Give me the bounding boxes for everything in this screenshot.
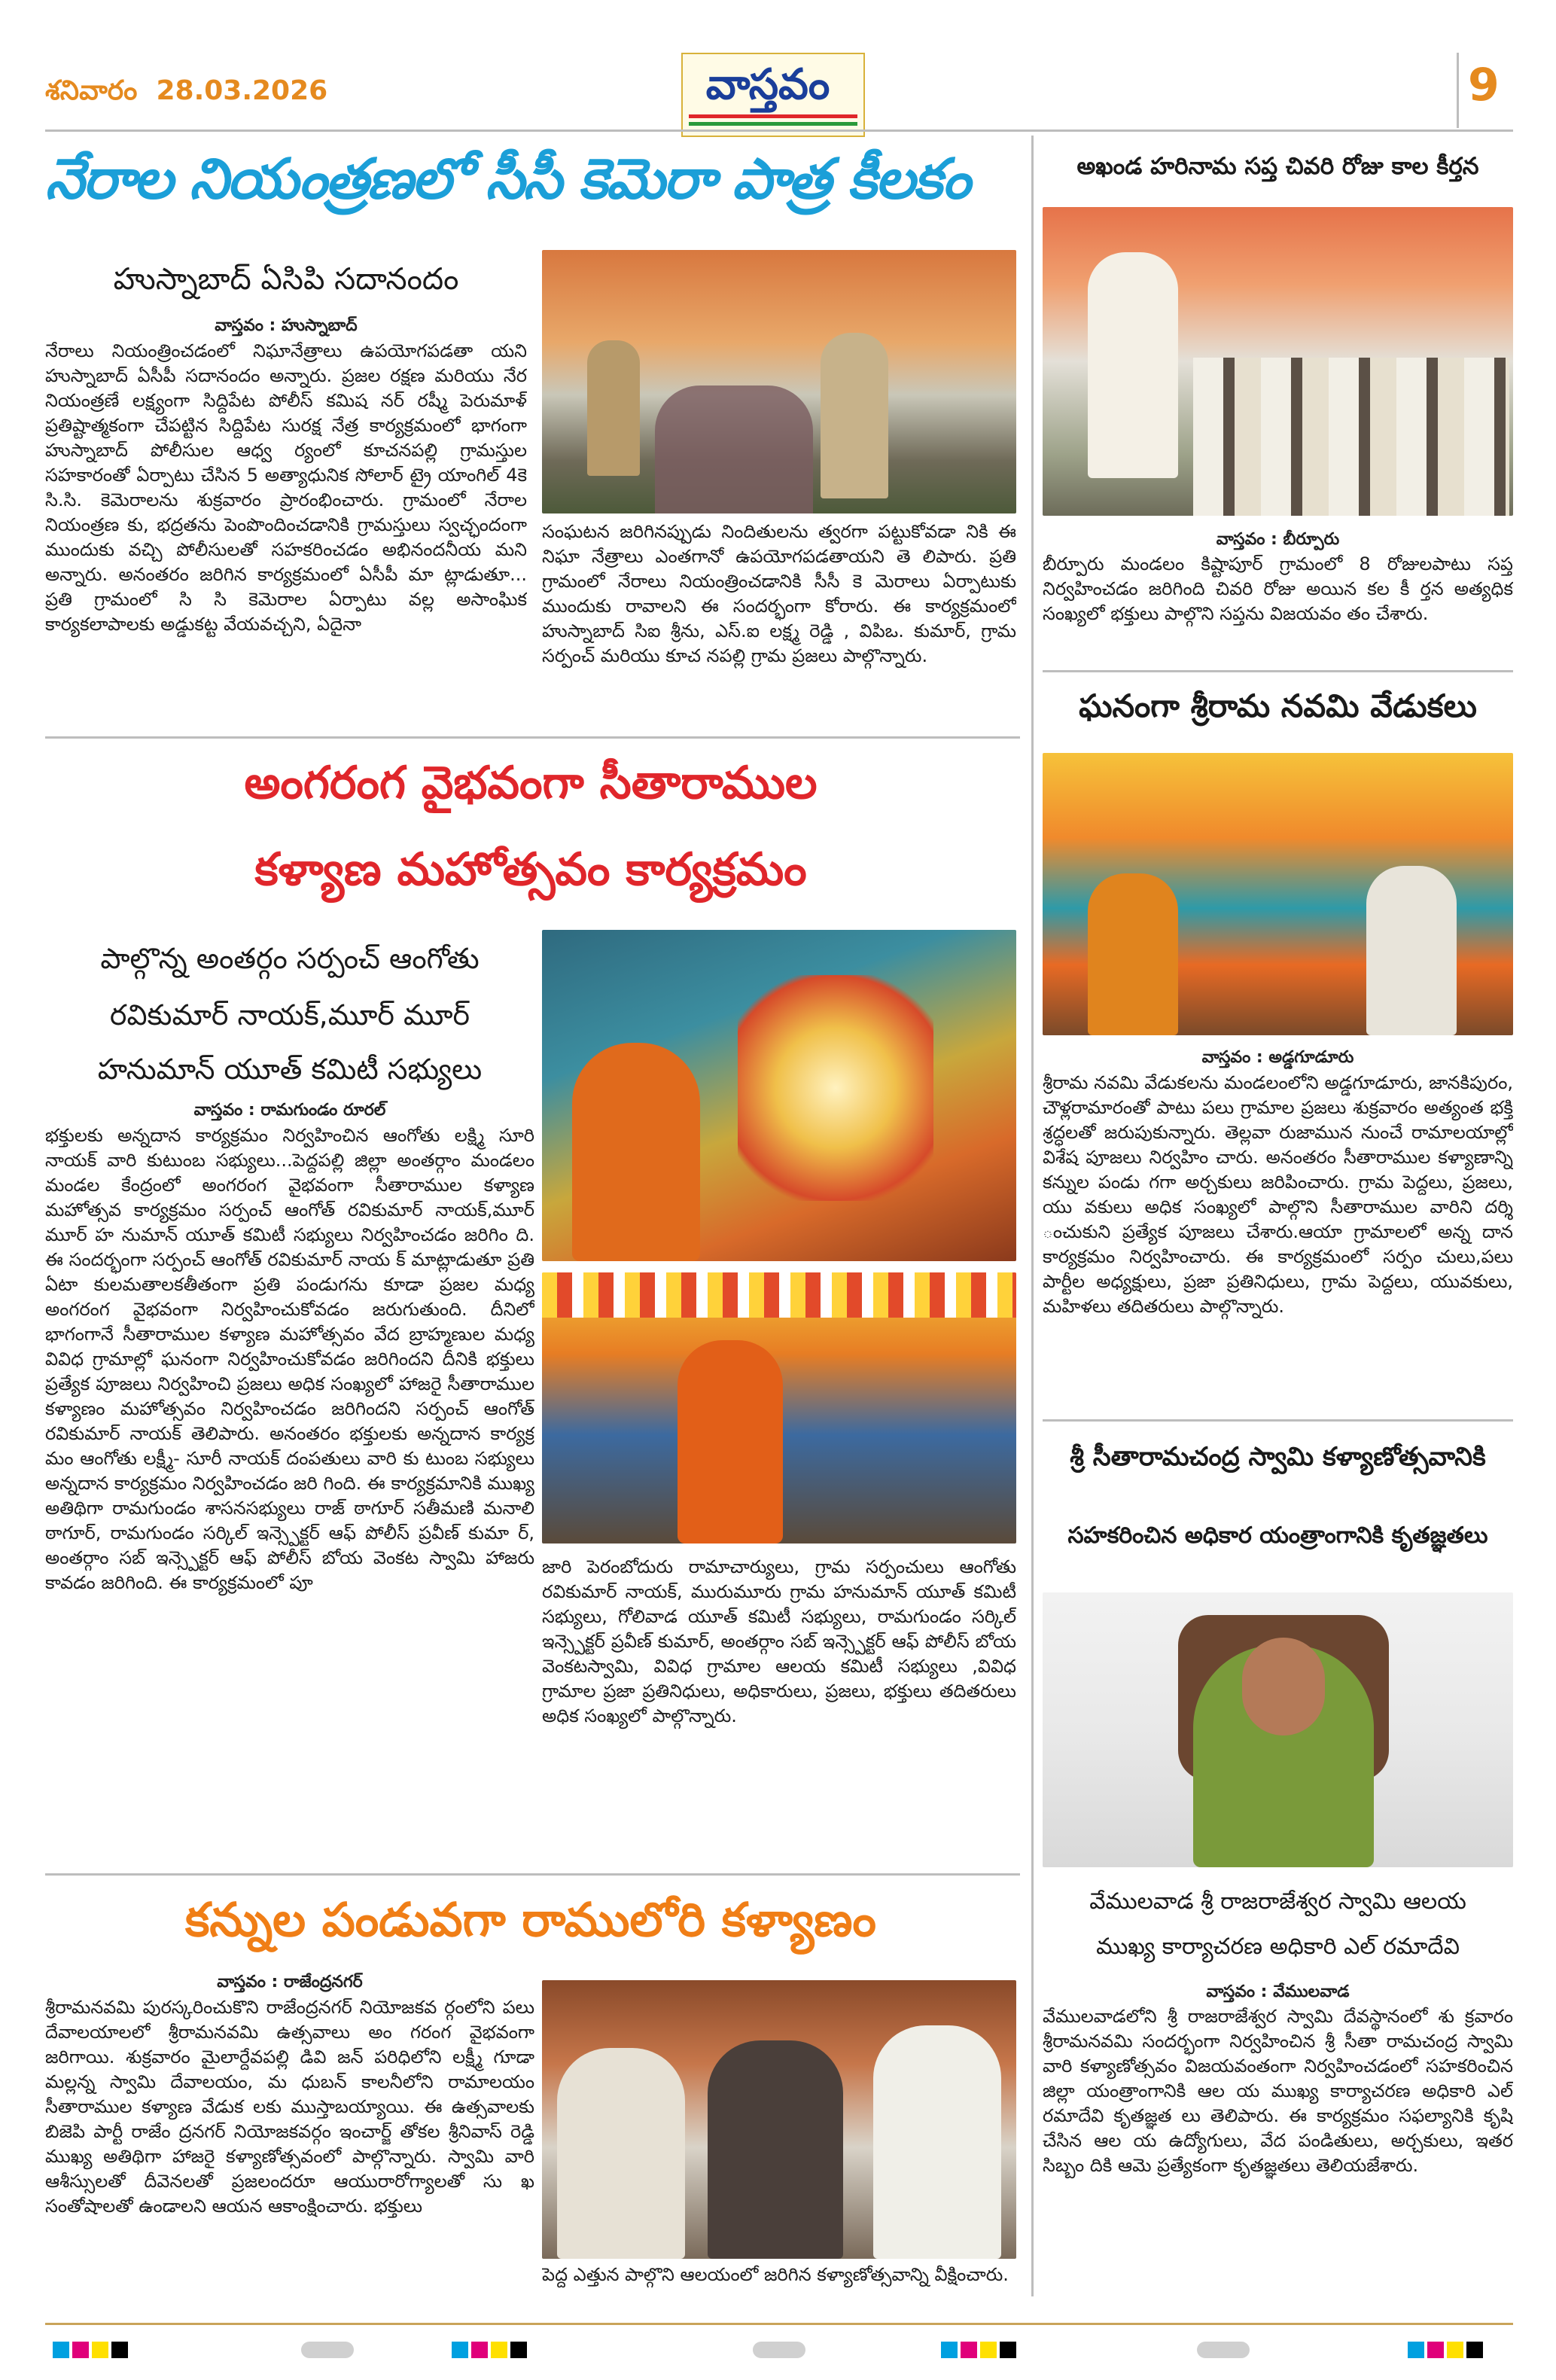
story3-photo <box>542 1980 1016 2259</box>
photo-deity-garlands <box>738 975 933 1201</box>
photo-face <box>1242 1638 1325 1735</box>
story2-photo-bottom <box>542 1272 1016 1543</box>
masthead-title: వాస్తవం <box>705 60 830 109</box>
story2-headline-line1: అంగరంగ వైభవంగా సీతారాముల <box>244 757 818 809</box>
registration-dot-3 <box>1197 2342 1250 2358</box>
story6-dateline: వాస్తవం : వేములవాడ <box>1206 1982 1350 2001</box>
registration-marks-left <box>53 2342 131 2361</box>
story1-subhead: హుస్నాబాద్ ఏసిపి సదానందం <box>113 262 459 297</box>
story6-subhead-line1: వేములవాడ శ్రీ రాజరాజేశ్వర స్వామి ఆలయ <box>1089 1888 1466 1915</box>
photo-priest <box>572 1043 700 1261</box>
story2-bottom-rule <box>45 1873 1020 1876</box>
photo-crowd <box>655 385 813 513</box>
story5-dateline: వాస్తవం : అడ్డగూడూరు <box>1201 1048 1354 1067</box>
photo-priest-right <box>1366 866 1457 1035</box>
story2-photo-top <box>542 930 1016 1261</box>
photo-garlanded-man <box>1088 252 1178 478</box>
story1-bottom-rule <box>45 736 1020 739</box>
page-number: 9 <box>1468 59 1500 111</box>
story6-body: వేములవాడలోని శ్రీ రాజరాజేశ్వర స్వామి దేవస్థానంలో శు క్రవారం శ్రీరామనవమి సందర్భంగా నిర్వహించిన శ్రీ సీతా రామచంద్ర స్వామి వారి కళ్యాణోత్సవం విజయవంతంగా నిర్వహించడంలో సహకరించిన జిల్లా యంత్రాంగానికి ఆల య ముఖ్య కార్యాచరణ అధికారి ఎల్ రమాదేవి కృతజ్ఞత లు తెలిపారు. ఈ కార్యక్రమం సఫల్యానికి కృషి చేసిన ఆల య ఉద్యోగులు, వేద పండితులు, అర్చకులు, ఇతర సిబ్బం దికి ఆమె ప్రత్యేకంగా కృతజ్ఞతలు తెలియజేశారు. <box>1043 2006 1513 2176</box>
story4-headline: అఖండ హరినామ సప్త చివరి రోజు కాల కీర్తన <box>1076 153 1479 180</box>
story5-headline: ఘనంగా శ్రీరామ నవమి వేడుకలు <box>1079 687 1477 724</box>
photo-group-center <box>708 2040 843 2259</box>
story2-subhead-line3: హనుమాన్ యూత్ కమిటీ సభ్యులు <box>97 1053 483 1086</box>
registration-marks-center-left <box>452 2342 530 2361</box>
header-rule <box>45 130 1513 132</box>
story1-dateline: వాస్తవం : హుస్నాబాద్ <box>215 316 358 335</box>
story5-body: శ్రీరామ నవమి వేడుకలను మండలంలోని అడ్డగూడూరు, జానకిపురం, చౌళ్లరామారంతో పాటు పలు గ్రామాల ప్రజలు శుక్రవారం అత్యంత భక్తి శ్రద్ధలతో జరుపుకున్నారు. తెల్లవా రుజామున నుంచే రామాలయాల్లో విశేష పూజలు నిర్వహిం చారు. అనంతరం సీతారాముల కళ్యాణాన్ని కన్నుల పండు గగా అర్చకులు జరిపించారు. గ్రామ పెద్దలు, ప్రజలు, యు వకులు అధిక సంఖ్యలో పాల్గొని సీతారాముల వారిని దర్శి ంచుకుని ప్రత్యేక పూజలు చేశారు.ఆయా గ్రామాలలో అన్న దాన కార్యక్రమం నిర్వహించారు. ఈ కార్యక్రమంలో సర్పం చులు,పలు పార్టీల అధ్యక్షులు, ప్రజా ప్రతినిధులు, గ్రామ పెద్దలు, యువకులు, మహిళలు తదితరులు పాల్గొన్నారు. <box>1043 1072 1513 1317</box>
story5-bottom-rule <box>1043 1419 1513 1422</box>
story1-body: నేరాలు నియంత్రించడంలో నిఘానేత్రాలు ఉపయోగపడతా యని హుస్నాబాద్ ఏసీపీ సదానందం అన్నారు. ప్రజల రక్షణ మరియు నేర నియంత్రణే లక్ష్యంగా సిద్దిపేట పోలీస్ కమిష నర్ రష్మీ పెరుమాళ్ ప్రతిష్టాత్మకంగా చేపట్టిన సిద్దిపేట సురక్ష నేత్ర కార్యక్రమంలో భాగంగా హుస్నాబాద్ పోలీసుల ఆధ్వ ర్యంలో కూచనపల్లి గ్రామస్తుల సహకారంతో ఏర్పాటు చేసిన 5 అత్యాధునిక సోలార్ ట్రై యాంగిల్ 4కె సి.సి. కెమెరాలను శుక్రవారం ప్రారంభించారు. గ్రామంలో నేరాల నియంత్రణ కు, భద్రతను పెంపొందించడానికి గ్రామస్తులు స్వచ్ఛందంగా ముందుకు వచ్చి పోలీసులతో సహకరించడం అభినందనీయ మని అన్నారు. అనంతరం జరిగిన కార్యక్రమంలో ఏసీపీ మా ట్లాడుతూ... ప్రతి గ్రామంలో సి సి కెమెరాల ఏర్పాటు వల్ల అసాంఘిక కార్యకలాపాలకు అడ్డుకట్ట వేయవచ్చని, ఏదైనా <box>45 340 527 635</box>
registration-dot-1 <box>301 2342 354 2358</box>
story6-headline-line1: శ్రీ సీతారామచంద్ర స్వామి కళ్యాణోత్సవానికి <box>1070 1442 1486 1472</box>
story5-photo <box>1043 753 1513 1035</box>
story4-body: బీర్పూరు మండలం కిష్టాపూర్ గ్రామంలో 8 రోజులపాటు సప్త నిర్వహించడం జరిగింది చివరి రోజు అయిన కల కీ ర్తన అత్యధిక సంఖ్యలో భక్తులు పాల్గొని సప్తను విజయవం తం చేశారు. <box>1043 553 1513 624</box>
story1-photo <box>542 250 1016 513</box>
photo-priest-2 <box>678 1340 783 1543</box>
story6-subhead-line2: ముఖ్య కార్యాచరణ అధికారి ఎల్ రమాదేవి <box>1096 1934 1460 1960</box>
right-column-divider <box>1031 136 1034 2296</box>
photo-group-right <box>873 2025 1001 2259</box>
photo-figure-officer <box>587 340 640 476</box>
photo-figure-officer-2 <box>821 333 888 498</box>
registration-marks-center-right <box>941 2342 1019 2361</box>
story4-photo <box>1043 207 1513 516</box>
photo-seated-crowd <box>1193 358 1509 516</box>
registration-marks-right <box>1408 2342 1486 2361</box>
story3-headline: కన్నుల పండువగా రాములోరి కళ్యాణం <box>185 1892 876 1947</box>
header-date: శనివారం 28.03.2026 <box>45 75 328 106</box>
masthead-stripe <box>689 114 857 118</box>
photo-group-left <box>557 2048 685 2259</box>
story4-dateline: వాస్తవం : బీర్పూరు <box>1216 530 1340 549</box>
story3-dateline: వాస్తవం : రాజేంద్రనగర్ <box>217 1973 363 1991</box>
story6-photo <box>1043 1592 1513 1867</box>
story2-headline-line2: కళ్యాణ మహోత్సవం కార్యక్రమం <box>254 843 807 896</box>
story2-subhead-line1: పాల్గొన్న అంతర్గం సర్పంచ్ ఆంగోతు <box>100 942 480 975</box>
footer-rule <box>45 2323 1513 2325</box>
story3-caption: పెద్ద ఎత్తున పాల్గొని ఆలయంలో జరిగిన కళ్యాణోత్సవాన్ని వీక్షించారు. <box>542 2264 1009 2285</box>
page-number-divider <box>1457 53 1459 128</box>
story2-body: భక్తులకు అన్నదాన కార్యక్రమం నిర్వహించిన ఆంగోతు లక్ష్మి సూరి నాయక్ వారి కుటుంబ సభ్యులు...పెద్దపల్లి జిల్లా అంతర్గాం మండలం మండల కేంద్రంలో అంగరంగ వైభవంగా సీతారాముల కళ్యాణ మహోత్సవ కార్యక్రమం సర్పంచ్ ఆంగోత్ రవికుమార్ నాయక్,మూర్ మూర్ హ నుమాన్ యూత్ కమిటీ సభ్యులు నిర్వహించడం జరిగిం ది. ఈ సందర్భంగా సర్పంచ్ ఆంగోత్ రవికుమార్ నాయ క్ మాట్లాడుతూ ప్రతి ఏటా కులమతాలకతీతంగా ప్రతి పండుగను కూడా ప్రజల మధ్య అంగరంగ వైభవంగా నిర్వహించుకోవడం జరుగుతుంది. దీనిలో భాగంగానే సీతారాముల కళ్యాణ మహోత్సవం వేద బ్రాహ్మణుల మధ్య వివిధ గ్రామాల్లో ఘనంగా నిర్వహించుకోవడం జరిగిందని దీనికి భక్తులు ప్రత్యేక పూజలు నిర్వహించి ప్రజలు అధిక సంఖ్యలో హాజరై సీతారాముల కళ్యాణం మహోత్సవం నిర్వహించడం జరిగిందని సర్పంచ్ ఆంగోత్ రవికుమార్ నాయక్ తెలిపారు. అనంతరం భక్తులకు అన్నదాన కార్యక్ర మం ఆంగోతు లక్ష్మీ- సూరీ నాయక్ దంపతులు వారి కు టుంబ సభ్యులు అన్నదాన కార్యక్రమం నిర్వహించడం జరి గింది. ఈ కార్యక్రమానికి ముఖ్య అతిథిగా రామగుండం శాసనసభ్యులు రాజ్ ఠాగూర్ సతీమణి మనాలి ఠాగూర్, రామగుండం సర్కిల్ ఇన్స్పెక్టర్ ఆఫ్ పోలీస్ ప్రవీణ్ కుమా ర్, అంతర్గాం సబ్ ఇన్స్పెక్టర్ ఆఫ్ పోలీస్ బోయ వెంకట స్వామి హాజరు కావడం జరిగింది. ఈ కార్యక్రమంలో పూ <box>45 1125 534 1593</box>
photo-priest-left <box>1088 873 1178 1035</box>
story1-caption: సంఘటన జరిగినప్పుడు నిందితులను త్వరగా పట్టుకోవడా నికి ఈ నిఘా నేత్రాలు ఎంతగానో ఉపయోగపడతాయని తె లిపారు. ప్రతి గ్రామంలో నేరాలు నియంత్రించడానికి సీసీ కె మెరాలు ఏర్పాటుకు ముందుకు రావాలని ఈ సందర్భంగా కోరారు. ఈ కార్యక్రమంలో హుస్నాబాద్ సిఐ శ్రీను, ఎస్.ఐ లక్ష్మ రెడ్డి , విపిఒ. కుమార్, గ్రామ సర్పంచ్ మరియు కూచ నపల్లి గ్రామ ప్రజలు పాల్గొన్నారు. <box>542 521 1016 666</box>
story3-body: శ్రీరామనవమి పురస్కరించుకొని రాజేంద్రనగర్ నియోజకవ ర్గంలోని పలు దేవాలయాలలో శ్రీరామనవమి ఉత్సవాలు అం గరంగ వైభవంగా జరిగాయి. శుక్రవారం మైలార్దేవపల్లి డివి జన్ పరిధిలోని లక్ష్మీ గూడా మల్లన్న స్వామి దేవాలయం, మ ధుబన్ కాలనీలోని రామాలయం సీతారాముల కళ్యాణ వేడుక లకు ముస్తాబయ్యాయి. ఈ ఉత్సవాలకు బిజెపి పార్టీ రాజేం ద్రనగర్ నియోజకవర్గం ఇంచార్జ్ తోకల శ్రీనివాస్ రెడ్డి ముఖ్య అతిథిగా హాజరై కళ్యాణోత్సవంలో పాల్గొన్నారు. స్వామి వారి ఆశీస్సులతో దీవెనలతో ప్రజలందరూ ఆయురారోగ్యాలతో సు ఖ సంతోషాలతో ఉండాలని ఆయన ఆకాంక్షించారు. భక్తులు <box>45 1997 534 2217</box>
masthead-logo <box>681 53 865 137</box>
story1-headline: నేరాల నియంత్రణలో సీసీ కెమెరా పాత్ర కీలకం <box>45 147 970 212</box>
masthead-stripe-2 <box>689 122 857 126</box>
story4-bottom-rule <box>1043 670 1513 672</box>
registration-dot-2 <box>753 2342 805 2358</box>
story2-dateline: వాస్తవం : రామగుండం రూరల్ <box>193 1101 386 1120</box>
photo-garland-row <box>542 1272 1016 1318</box>
story2-subhead-line2: రవికుమార్ నాయక్,మూర్ మూర్ <box>109 998 470 1032</box>
story6-headline-line2: సహకరించిన అధికార యంత్రాంగానికి కృతజ్ఞతలు <box>1067 1522 1488 1549</box>
story2-caption: జారి పెరంబోదురు రామాచార్యులు, గ్రామ సర్పంచులు ఆంగోతు రవికుమార్ నాయక్, మురుమూరు గ్రామ హనుమాన్ యూత్ కమిటీ సభ్యులు, గోలివాడ యూత్ కమిటీ సభ్యులు, రామగుండం సర్కిల్ ఇన్స్పెక్టర్ ప్రవీణ్ కుమార్, అంతర్గాం సబ్ ఇన్స్పెక్టర్ ఆఫ్ పోలీస్ బోయ వెంకటస్వామి, వివిధ గ్రామాల ఆలయ కమిటీ సభ్యులు ,వివిధ గ్రామాల ప్రజా ప్రతినిధులు, అధికారులు, ప్రజలు, భక్తులు తదితరులు అధిక సంఖ్యలో పాల్గొన్నారు. <box>542 1556 1016 1726</box>
